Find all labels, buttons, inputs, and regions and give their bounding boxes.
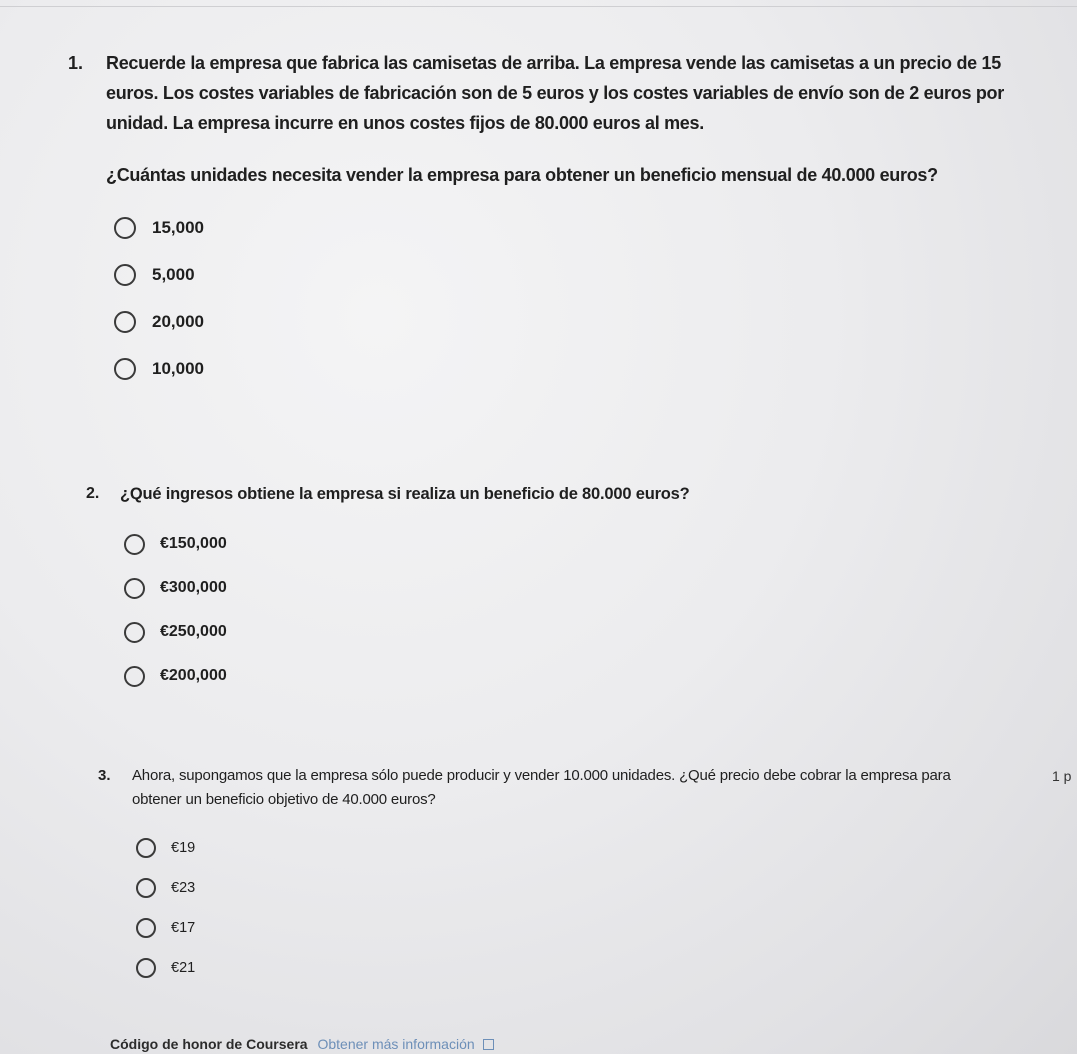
answer-option[interactable] [136,868,978,908]
answer-option[interactable] [114,251,1028,298]
radio-button-icon[interactable] [136,878,156,898]
option-label[interactable]: €21 [171,960,196,976]
question-number: 1. [68,53,84,73]
radio-button-icon[interactable] [124,666,145,687]
radio-button-icon[interactable] [124,622,145,643]
question-3 [98,764,978,988]
question-prompt: ¿Cuántas unidades necesita vender la empresa para obtener un beneficio mensual de 40.000 euros? [106,165,938,185]
question-number: 2. [86,485,100,502]
points-label: 1 p [1052,768,1072,784]
radio-button-icon[interactable] [124,578,145,599]
answer-option[interactable] [124,522,986,566]
answer-option[interactable] [136,948,978,988]
question-text: Ahora, supongamos que la empresa sólo puede producir y vender 10.000 unidades. ¿Qué precio debe cobrar la empresa para obtener un beneficio objetivo de 40.000 euros? [132,767,951,808]
option-label[interactable]: 5,000 [152,264,195,284]
radio-button-icon[interactable] [114,217,136,239]
radio-button-icon[interactable] [136,958,156,978]
answer-option[interactable] [124,654,986,698]
option-label[interactable]: €19 [171,840,196,856]
external-link-icon[interactable] [483,1039,494,1050]
radio-button-icon[interactable] [124,534,145,555]
option-label[interactable]: €200,000 [160,667,227,684]
option-label[interactable]: €300,000 [160,579,227,596]
option-label[interactable]: 15,000 [152,217,204,237]
question-text: ¿Qué ingresos obtiene la empresa si realiza un beneficio de 80.000 euros? [120,485,690,503]
honor-code-footer [110,1036,494,1052]
radio-button-icon[interactable] [114,358,136,380]
question-text: Recuerde la empresa que fabrica las camisetas de arriba. La empresa vende las camisetas a un precio de 15 euros. Los costes variables de fabricación son de 5 euros y los costes variables de envío son de 2 euros por unidad. La empresa incurre en unos costes fijos de 80.000 euros al mes. [106,53,1004,133]
question-1 [68,48,1028,392]
answer-option[interactable] [124,566,986,610]
answer-option[interactable] [114,345,1028,392]
option-label[interactable]: 20,000 [152,311,204,331]
answer-options [124,522,986,698]
question-2 [86,480,986,698]
option-label[interactable]: €17 [171,920,196,936]
option-label[interactable]: €23 [171,880,196,896]
answer-option[interactable] [136,908,978,948]
question-number: 3. [98,767,111,784]
answer-option[interactable] [114,204,1028,251]
answer-option[interactable] [124,610,986,654]
answer-option[interactable] [136,828,978,868]
option-label[interactable]: €250,000 [160,623,227,640]
honor-code-label: Código de honor de Coursera [110,1036,308,1052]
radio-button-icon[interactable] [136,838,156,858]
radio-button-icon[interactable] [114,264,136,286]
answer-option[interactable] [114,298,1028,345]
top-divider [0,6,1077,7]
option-label[interactable]: €150,000 [160,535,227,552]
radio-button-icon[interactable] [114,311,136,333]
more-info-link[interactable]: Obtener más información [317,1036,475,1052]
option-label[interactable]: 10,000 [152,358,204,378]
radio-button-icon[interactable] [136,918,156,938]
answer-options [114,204,1028,392]
answer-options [136,828,978,988]
